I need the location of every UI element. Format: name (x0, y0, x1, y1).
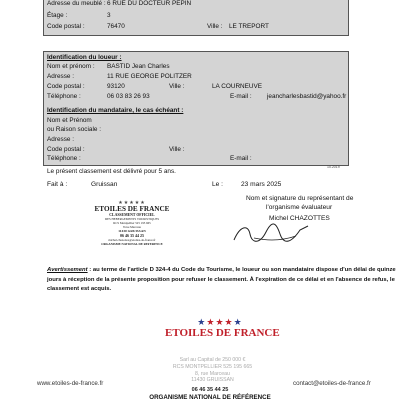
lodging-postcode-value: 76470 (107, 23, 125, 30)
owner-city-label: Ville : (169, 83, 185, 90)
lodging-address-value: 6 RUE DU DOCTEUR PEPIN (107, 0, 192, 7)
footer-capital: Sarl au Capital de 250 000 € (179, 357, 246, 363)
stamp-line-4: 8 rue Marceau (123, 225, 141, 229)
owner-email-value: jeancharlesbastid@yahoo.fr (267, 93, 347, 100)
owner-email-label: E-mail : (230, 93, 252, 100)
footer-logo (165, 317, 280, 340)
mandatary-city-label: Ville : (169, 146, 185, 153)
signature-caption-1: Nom et signature du représentant de (246, 195, 354, 202)
mandatary-phone-label: Téléphone : (47, 155, 81, 162)
stamp-line-8: ORGANISME NATIONAL DE REFERENCE (101, 242, 163, 246)
owner-postcode-label: Code postal : (47, 83, 85, 90)
owner-phone-label: Téléphone : (47, 93, 81, 100)
warning-title: Avertissement (47, 267, 88, 273)
warning-text-1: : au terme de l'article D 324-4 du Code du Tourisme, le loueur ou son mandataire dispose d'un délai de quinze (87, 267, 396, 273)
stamp-stars: ★★★★★ (118, 201, 146, 206)
owner-postcode-value: 93120 (107, 83, 125, 90)
mandatary-name-label: Nom et Prénom (47, 117, 92, 124)
stamp-line-7: michel.chazottes@etoiles-de-france.fr (108, 238, 156, 242)
stamp-line-3: RCS Montpellier 525 195 665 (113, 221, 151, 225)
handwritten-signature (230, 220, 312, 248)
lodging-address-label: Adresse du meublé : (47, 0, 106, 7)
lodging-floor-value: 3 (107, 12, 111, 19)
signature-caption-2: l'organisme évaluateur (266, 204, 333, 211)
warning-text-2: jours à réception de la présente proposition pour refuser le classement. À l'expiration de ce délai et en l'absence de refus, le (47, 276, 395, 283)
footer-rcs: RCS MONTPELLIER 525 195 665 (172, 363, 253, 370)
footer-tagline: ORGANISME NATIONAL DE RÉFÉRENCE (149, 394, 271, 401)
stamp-brand: ETOILES DE FRANCE (94, 205, 170, 213)
footer-city: 11430 GRUISSAN (191, 377, 234, 384)
validity-text: Le présent classement est délivré pour 5 ans. (47, 168, 176, 175)
lodging-box (43, 0, 349, 36)
owner-heading: Identification du loueur : (47, 54, 122, 61)
lodging-postcode-label: Code postal : (47, 23, 85, 30)
made-at-value: Gruissan (91, 181, 118, 188)
mandatary-email-label: E-mail : (230, 155, 252, 162)
side-note: 10.2019 (327, 165, 340, 169)
footer-contact-email[interactable]: contact@etoiles-de-france.fr (293, 380, 371, 387)
mandatary-address-label: Adresse : (47, 136, 74, 143)
owner-address-label: Adresse : (47, 73, 74, 80)
owner-address-value: 11 RUE GEORGE POLITZER (107, 73, 192, 80)
mandatary-postcode-label: Code postal : (47, 146, 85, 153)
footer-company-details (140, 357, 285, 384)
lodging-floor-label: Étage : (47, 12, 68, 19)
stamp-line-5: 11430 GRUISSAN (118, 229, 146, 233)
mandatary-company-label: ou Raison sociale : (47, 126, 101, 133)
date-value: 23 mars 2025 (241, 181, 282, 188)
footer-logo-stars: ★★★★★ (197, 317, 243, 327)
made-at-label: Fait à : (47, 181, 68, 188)
owner-name-label: Nom et prénom : (47, 63, 95, 70)
footer-street: 8, rue Marceau (195, 370, 230, 377)
owner-phone-value: 06 03 83 26 93 (107, 93, 150, 100)
footer-phone: 06 46 35 44 25 (191, 387, 229, 393)
warning-paragraph (47, 266, 396, 295)
owner-name-value: BASTID Jean Charles (107, 63, 170, 70)
stamp-line-2: DES HEBERGEMENTS TOURISTIQUES (104, 217, 160, 221)
footer-website-link[interactable]: www.etoiles-de-france.fr (37, 380, 104, 387)
footer-logo-text: ETOILES DE FRANCE (165, 327, 280, 339)
warning-text-3: classement est acquis. (47, 286, 112, 293)
mandatary-heading: Identification du mandataire, le cas échéant : (47, 107, 184, 114)
lodging-city-label: Ville : (207, 23, 223, 30)
signer-name: Michel CHAZOTTES (269, 215, 330, 222)
owner-box (43, 51, 349, 166)
stamp-line-6: 06 46 35 44 25 (120, 233, 144, 238)
owner-city-value: LA COURNEUVE (212, 83, 263, 90)
lodging-city-value: LE TREPORT (229, 23, 269, 30)
date-label: Le : (212, 181, 223, 188)
organisation-stamp (83, 200, 181, 258)
stamp-line-1: CLASSEMENT OFFICIEL (109, 213, 155, 217)
